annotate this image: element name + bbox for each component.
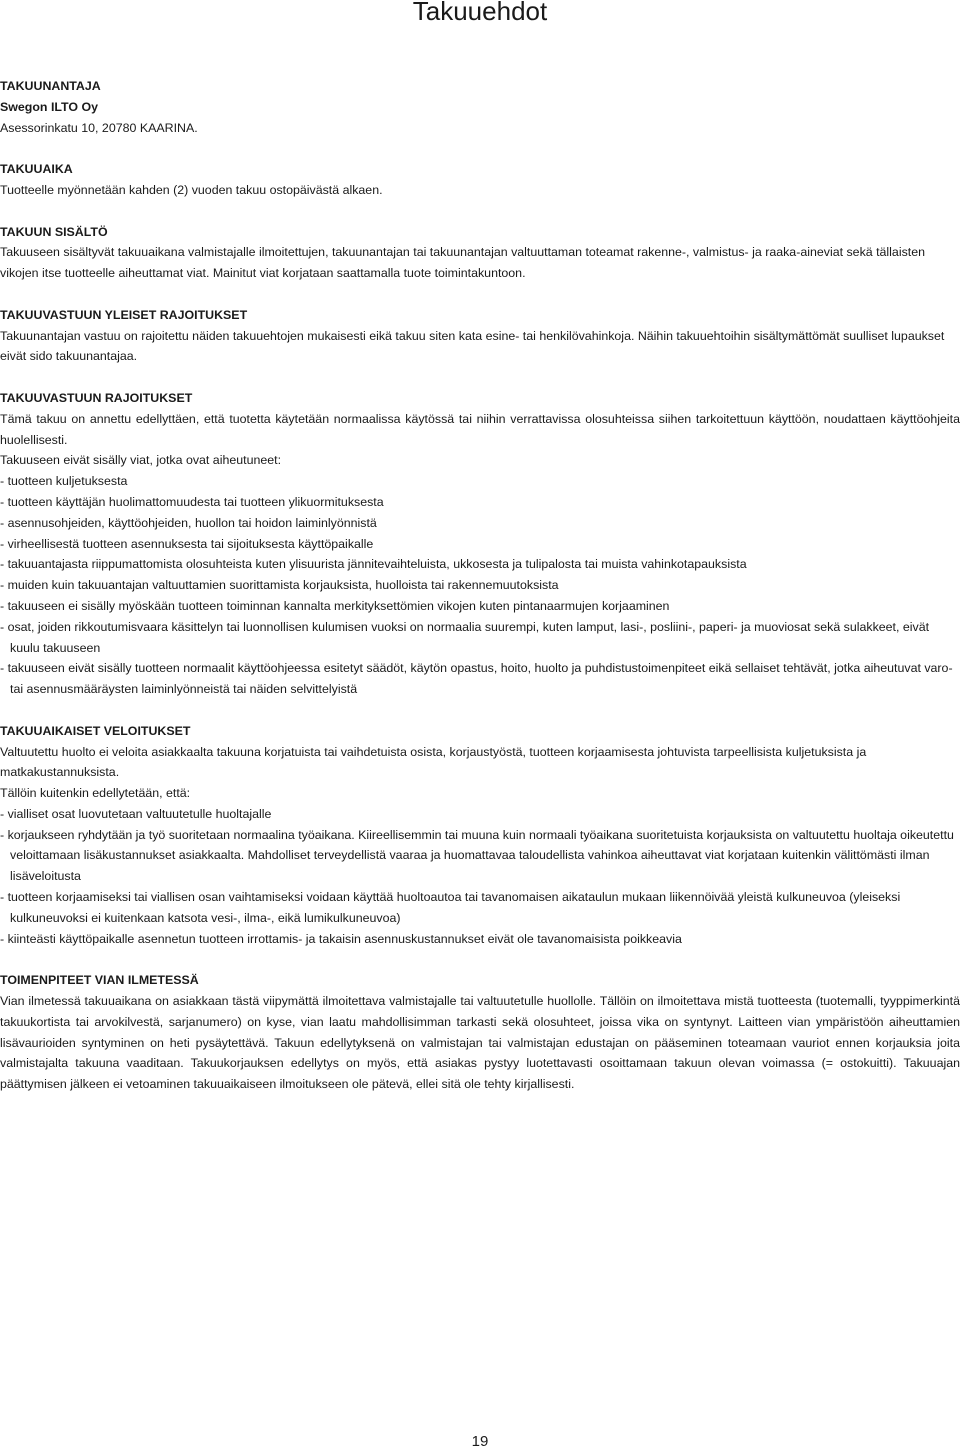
section-heading: TOIMENPITEET VIAN ILMETESSÄ — [0, 973, 199, 988]
list-item: - osat, joiden rikkoutumisvaara käsittelyn tai luonnollisen kulumisen vuoksi on normaalia suurempi, kuten lamput, lasi-, posliini-, paperi- ja muoviosat sekä sulakkeet, eivät kuulu takuuseen — [0, 619, 930, 655]
company-name: Swegon ILTO Oy — [0, 99, 98, 114]
list-item: - asennusohjeiden, käyttöohjeiden, huollon tai hoidon laiminlyönnistä — [0, 515, 377, 530]
section-heading: TAKUUAIKA — [0, 162, 73, 177]
section-text: Tuotteelle myönnetään kahden (2) vuoden takuu ostopäivästä alkaen. — [0, 182, 383, 197]
section-takuunantaja — [0, 76, 960, 138]
list-item: - takuuseen eivät sisälly tuotteen normaalit käyttöohjeessa esitetyt säädöt, käytön opastus, hoito, huolto ja puhdistustoimenpiteet eikä sellaiset tehtävät, jotka aiheutuvat varo- tai asennusmääräysten laiminlyönneistä tai näiden selvittelyistä — [0, 661, 953, 697]
section-heading: TAKUUNANTAJA — [0, 79, 101, 93]
section-heading: TAKUUVASTUUN YLEISET RAJOITUKSET — [0, 307, 248, 322]
section-takuuaika — [0, 159, 960, 201]
section-takuun-sisalto — [0, 222, 960, 284]
section-text: Vian ilmetessä takuuaikana on asiakkaan tästä viipymättä ilmoitettava valmistajalle tai valtuutetulle huollolle. Tällöin on ilmoitettava mistä tuotteesta (tuotemalli, tyyppimerkintä takuukortista tai arvokilvestä, sarjanumero) on kyse, vian laatu mahdollisimman tarkasti sekä olosuhteet, joissa vika on syntynyt. Laitteen vian ympäristöön aiheuttamien lisävaurioiden syntyminen on heti pysäytettävä. Takuun edellytyksenä on valmistajan tai valmistajan edustajan on pääseminen toteamaan vauriot ennen korjauksia joita valmistajalta takuuna vaaditaan. Takuukorjauksen edellytys on myös, että asiakas pystyy luotettavasti osoittamaan takuun olevan voimassa (= ostokuitti). Takuuajan päättymisen jälkeen ei vetoaminen takuuaikaiseen ilmoitukseen ole pätevä, ellei sitä ole tehty kirjallisesti. — [0, 994, 960, 1092]
section-heading: TAKUUVASTUUN RAJOITUKSET — [0, 390, 193, 405]
section-rajoitukset — [0, 388, 960, 700]
section-text: Tämä takuu on annettu edellyttäen, että tuotetta käytetään normaalissa käytössä tai niihin verrattavissa olosuhteissa siihen tarkoitettuun käyttöön, noudattaen käyttöohjeita huolellisesti. — [0, 411, 960, 447]
section-heading: TAKUUN SISÄLTÖ — [0, 224, 108, 239]
list-item: - tuotteen käyttäjän huolimattomuudesta tai tuotteen ylikuormituksesta — [0, 494, 384, 509]
list-item: - vialliset osat luovutetaan valtuutetulle huoltajalle — [0, 806, 272, 821]
list-intro: Takuuseen eivät sisälly viat, jotka ovat aiheutuneet: — [0, 453, 282, 468]
page-title: Takuuehdot — [412, 0, 548, 26]
list-item: - tuotteen kuljetuksesta — [0, 474, 128, 489]
list-item: - korjaukseen ryhdytään ja työ suoritetaan normaalina työaikana. Kiireellisemmin tai muuna kuin normaali työaikana suoritetuista korjauksista on valtuutettu huoltaja oikeutettu veloittamaan lisäkustannukset asiakkaalta. Mahdolliset terveydellistä vaaraa ja huomattavaa taloudellista vahinkoa aiheuttavat viat korjataan kuitenkin välittömästi ilman lisäveloitusta — [0, 827, 954, 884]
section-text: Valtuutettu huolto ei veloita asiakkaalta takuuna korjatuista tai vaihdetuista osista, korjaustyöstä, tuotteen korjaamisesta johtuvista tarpeellisista kuljetuksista ja matkakustannuksista. — [0, 744, 867, 780]
list-item: - virheellisestä tuotteen asennuksesta tai sijoituksesta käyttöpaikalle — [0, 536, 374, 551]
section-yleiset-rajoitukset — [0, 305, 960, 367]
section-toimenpiteet — [0, 970, 960, 1095]
list-item: - takuuantajasta riippumattomista olosuhteista kuten ylisuurista jännitevaihteluista, ukkosesta ja tulipalosta tai muista vahinkotapauksista — [0, 557, 747, 572]
section-veloitukset — [0, 721, 960, 950]
section-text: Takuunantajan vastuu on rajoitettu näiden takuuehtojen mukaisesti eikä takuu siten kata esine- tai henkilövahinkoja. Näihin takuuehtoihin sisältymättömät suulliset lupaukset eivät sido takuunantajaa. — [0, 328, 945, 364]
company-address: Asessorinkatu 10, 20780 KAARINA. — [0, 120, 198, 135]
section-text: Takuuseen sisältyvät takuuaikana valmistajalle ilmoitettujen, takuunantajan tai takuunantajan valtuuttaman toteamat rakenne-, valmistus- ja raaka-aineviat sekä tällaisten vikojen itse tuotteelle aiheuttamat viat. Mainitut viat korjataan saattamalla tuote toimintakuntoon. — [0, 245, 925, 281]
list-intro: Tällöin kuitenkin edellytetään, että: — [0, 786, 191, 801]
list-item: - kiinteästi käyttöpaikalle asennetun tuotteen irrottamis- ja takaisin asennuskustannukset eivät ole tavanomaisista poikkeavia — [0, 931, 682, 946]
section-heading: TAKUUAIKAISET VELOITUKSET — [0, 723, 191, 738]
document-body — [0, 76, 960, 1116]
page-number: 19 — [471, 1433, 489, 1450]
list-item: - muiden kuin takuuantajan valtuuttamien suorittamista korjauksista, huolloista tai rakennemuutoksista — [0, 578, 559, 593]
list-item: - tuotteen korjaamiseksi tai viallisen osan vaihtamiseksi voidaan käyttää huoltoautoa tai tavanomaisen aikataulun mukaan liikennöivää yleistä kulkuneuvoa (yleiseksi kulkuneuvoksi ei kuitenkaan katsota vesi-, ilma-, eikä lumikulkuneuvoa) — [0, 890, 901, 925]
list-item: - takuuseen ei sisälly myöskään tuotteen toiminnan kannalta merkityksettömien vikojen kuten pintanaarmujen korjaaminen — [0, 598, 670, 613]
